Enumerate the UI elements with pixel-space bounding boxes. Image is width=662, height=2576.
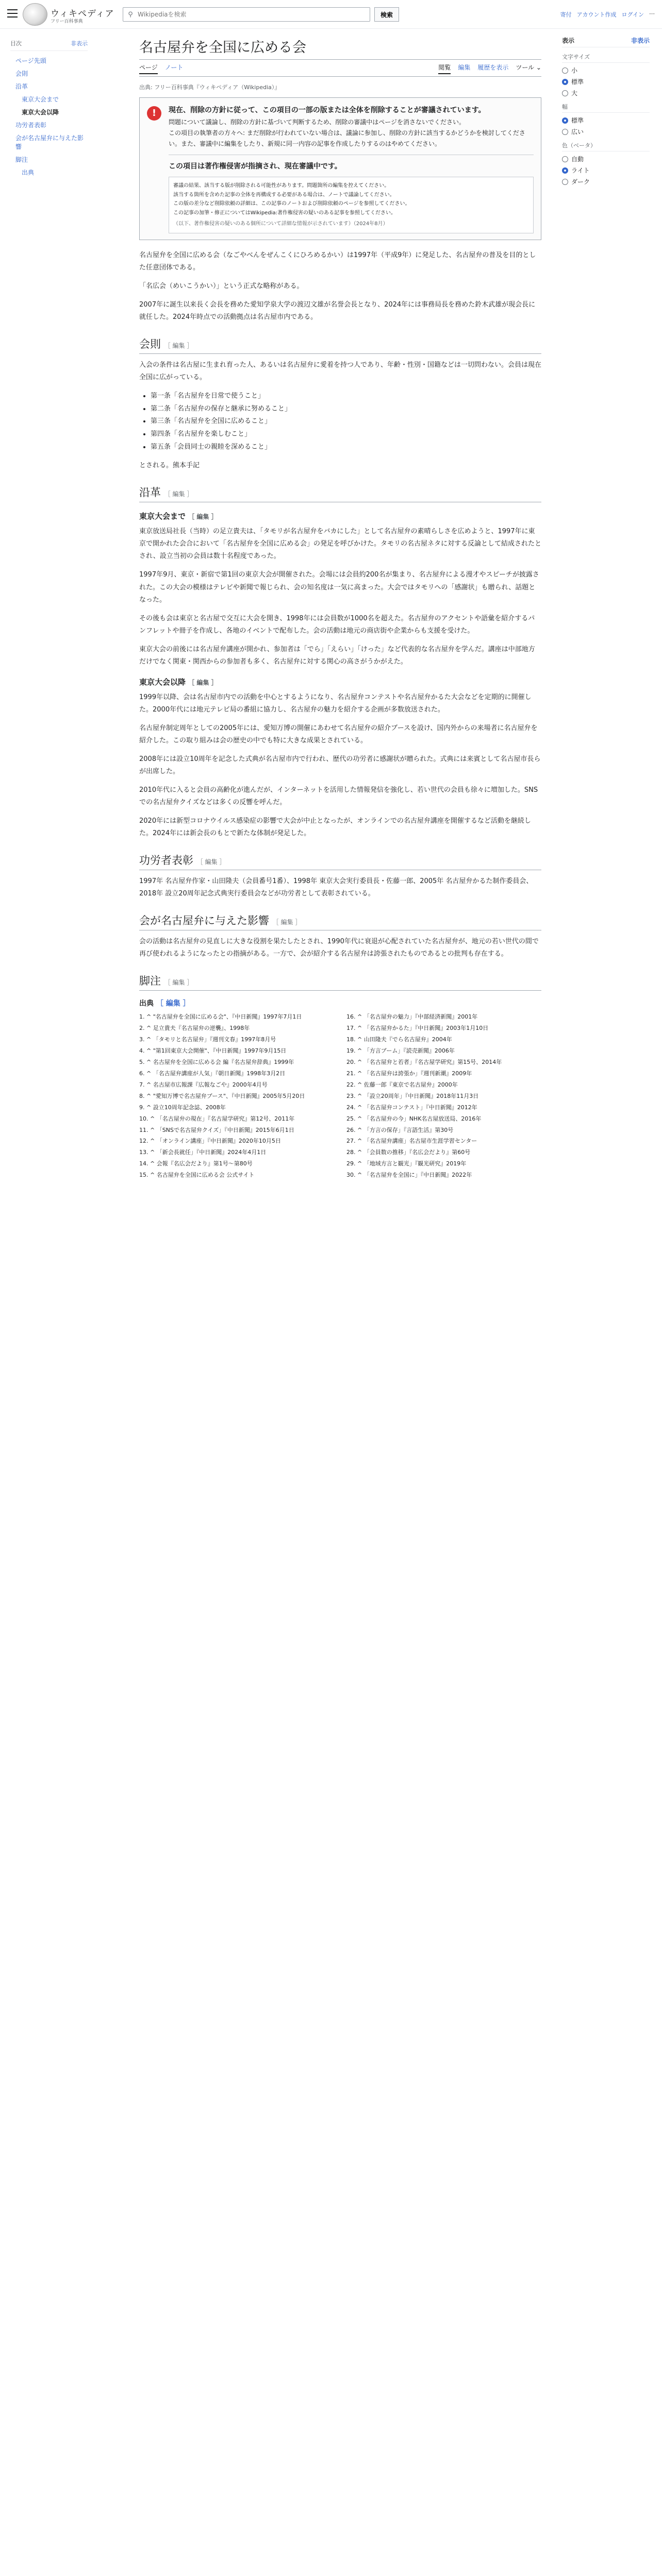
tab-talk[interactable]: ノート	[164, 64, 184, 71]
radio-label: 小	[571, 67, 578, 74]
reference-item: 19. ^ 「方言ブーム」『読売新聞』2006年	[346, 1047, 455, 1055]
section-heading-kyakuchu	[139, 973, 541, 991]
width-wide-radio[interactable]	[562, 127, 650, 136]
color-auto-radio[interactable]	[562, 155, 650, 163]
toc-item-kyakuchu[interactable]: 脚注	[15, 156, 28, 163]
paragraph: 1999年以降、会は名古屋市内での活動を中心とするようになり、名古屋弁コンテストや名古屋弁かるた大会などを定期的に開催した。2000年代には地元テレビ局の番組に協力し、名古屋弁の魅力を紹介する企画が多数放送された。	[139, 693, 532, 714]
section-heading-eikyo	[139, 912, 541, 930]
reference-item: 8. ^ "愛知万博で名古屋弁ブース"、『中日新聞』2005年5月20日	[139, 1092, 305, 1099]
reference-item: 20. ^ 「名古屋弁と若者」『名古屋学研究』第15号、2014年	[346, 1059, 502, 1066]
reference-item: 6. ^ 「名古屋弁講座が人気」『朝日新聞』1998年3月2日	[139, 1070, 286, 1077]
radio-label: 広い	[571, 128, 584, 135]
radio-icon	[562, 129, 568, 135]
toc-item-tokyo-igo[interactable]: 東京大会以降	[22, 109, 59, 116]
section-heading-enkaku	[139, 484, 541, 502]
reference-item: 22. ^ 佐藤一郎『東京で名古屋弁』2000年	[346, 1081, 458, 1088]
reference-item: 7. ^ 名古屋市広報課『広報なごや』2000年4月号	[139, 1081, 268, 1088]
toc-item-kaisoku[interactable]: 会則	[15, 70, 28, 77]
color-dark-radio[interactable]	[562, 177, 650, 186]
paragraph: その後も会は東京と名古屋で交互に大会を開き、1998年には会員数が1000名を超えた。名古屋弁のアクセントや語彙を紹介するパンフレットや冊子を作成し、各地のイベントで配布した。会の活動は地元の商店街や企業からも支援を受けた。	[139, 614, 535, 635]
toc-item-koro[interactable]: 功労者表彰	[15, 122, 47, 129]
edit-section-link[interactable]: ［ 編集 ］	[188, 679, 218, 686]
radio-icon	[562, 90, 568, 96]
heading-text: 脚注	[139, 975, 161, 988]
text-size-small-radio[interactable]	[562, 66, 650, 75]
paragraph: 東京放送局社長（当時）の足立貴夫は、「タモリが名古屋弁をバカにした」として名古屋弁の素晴らしさを広めようと、1997年に東京で開かれた会合において「名古屋弁を全国に広める会」の発足を呼びかけた。タモリの名古屋ネタに対する反論として結成されたとされ、設立当初の会員は数十名程度であった。	[139, 528, 542, 561]
radio-label: 自動	[571, 156, 584, 163]
reference-column	[346, 1012, 541, 1182]
notice-text: （以下、著作権侵害の疑いのある個所について詳細な情報が示されています）（2024年8月）	[173, 221, 388, 227]
color-label: 色（ベータ）	[562, 141, 650, 151]
reference-item: 1. ^ "名古屋弁を全国に広める会"、『中日新聞』1997年7月1日	[139, 1013, 302, 1021]
edit-section-link[interactable]: ［ 編集 ］	[272, 919, 302, 926]
heading-text: 会則	[139, 337, 161, 350]
heading-text: 沿革	[139, 486, 161, 499]
toc-header	[10, 36, 88, 51]
reference-item: 15. ^ 名古屋弁を全国に広める会 公式サイト	[139, 1172, 255, 1179]
edit-section-link[interactable]: ［ 編集 ］	[188, 513, 218, 521]
donate-link[interactable]: 寄付	[560, 11, 572, 18]
notice-text: 審議の結果、該当する版が削除される可能性があります。問題箇所の編集を控えてください。	[173, 183, 390, 189]
notice-text: 該当する箇所を含めた記事の全体を再構成する必要がある場合は、ノートで議論してください。	[173, 192, 395, 198]
text-size-large-radio[interactable]	[562, 89, 650, 97]
heading-text: 東京大会まで	[139, 512, 186, 521]
heading-text: 功労者表彰	[139, 854, 193, 867]
appearance-title: 表示	[562, 37, 575, 44]
tab-page[interactable]: ページ	[139, 63, 158, 74]
toc-hide-button[interactable]: 非表示	[71, 40, 88, 47]
tab-edit[interactable]: 編集	[458, 64, 471, 71]
appearance-hide-button[interactable]: 非表示	[631, 37, 650, 44]
reference-item: 26. ^ 「方言の保存」『言語生活』第30号	[346, 1126, 454, 1133]
paragraph: 1997年9月、東京・新宿で第1回の東京大会が開催された。会場には会員約200名が集まり、名古屋弁による漫才やスピーチが披露された。この大会の模様はテレビや新聞で報じられ、会の知名度は一気に高まった。大会ではタモリへの「感謝状」も贈られ、話題となった。	[139, 571, 539, 604]
notice-text: この項目の執筆者の方々へ: まだ削除が行われていない場合は、議論に参加し、削除の方針に該当するかどうかを検討してください。また、審議中に編集をしたり、新規に同一内容の記事を作成したりするのはやめてください。	[169, 129, 525, 147]
reference-item: 10. ^ 「名古屋弁の現在」『名古屋学研究』第12号、2011年	[139, 1115, 295, 1122]
heading-text: 出典	[139, 999, 154, 1008]
paragraph: 2010年代に入ると会員の高齢化が進んだが、インターネットを活用した情報発信を強化し、若い世代の会員も徐々に増加した。SNSでの名古屋弁クイズなどは多くの反響を呼んだ。	[139, 786, 538, 807]
wikipedia-logo-icon[interactable]	[23, 3, 47, 26]
radio-icon	[562, 67, 568, 74]
notice-text: 問題について議論し、削除の方針に基づいて判断するため、削除の審議中はページを消さないでください。	[169, 118, 466, 126]
radio-label: 標準	[571, 78, 584, 86]
list-item: • 第一条「名古屋弁を日常で使うこと」	[151, 390, 541, 403]
intro	[139, 299, 541, 324]
deletion-notice	[139, 97, 541, 240]
reference-item: 14. ^ 会報『名広会だより』第1号〜第80号	[139, 1160, 253, 1167]
warning-icon: !	[147, 106, 161, 121]
reference-item: 11. ^ 「SNSで名古屋弁クイズ」『中日新聞』2015年6月1日	[139, 1126, 294, 1133]
tools-dropdown[interactable]: ツール ⌄	[516, 64, 541, 71]
toc-item-tokyo-made[interactable]: 東京大会まで	[22, 96, 59, 103]
reference-item: 25. ^ 「名古屋弁の今」NHK名古屋放送局、2016年	[346, 1115, 482, 1122]
subsection-heading-tokyo-igo	[139, 676, 541, 687]
intro	[139, 280, 541, 293]
notice-text: この記事の加筆・修正についてはWikipedia:著作権侵害の疑いのある記事を参照してください。	[173, 210, 396, 216]
reference-item: 16. ^ 「名古屋弁の魅力」『中部経済新聞』2001年	[346, 1013, 478, 1021]
section-heading-koro	[139, 852, 541, 870]
reference-item: 17. ^ 「名古屋弁かるた」『中日新聞』2003年1月10日	[346, 1025, 489, 1032]
tab-history[interactable]: 履歴を表示	[477, 64, 509, 71]
reference-item: 28. ^ 「会員数の推移」『名広会だより』第60号	[346, 1149, 471, 1156]
radio-selected-icon	[562, 167, 568, 174]
radio-label: 標準	[571, 117, 584, 124]
table-of-contents	[10, 36, 88, 179]
edit-section-link[interactable]: ［ 編集 ］	[164, 490, 193, 498]
reference-item: 21. ^ 「名古屋弁は誇張か」『週刊新潮』2009年	[346, 1070, 472, 1077]
radio-label: ダーク	[571, 178, 590, 185]
page-subtitle: 出典: フリー百科事典『ウィキペディア（Wikipedia）』	[139, 84, 280, 91]
site-wordmark[interactable]: ウィキペディア	[51, 9, 114, 19]
radio-label: ライト	[571, 167, 590, 174]
reference-item: 23. ^ 「設立20周年」『中日新聞』2018年11月3日	[346, 1092, 479, 1099]
list-item: • 第五条「会員同士の親睦を深めること」	[151, 441, 541, 454]
intro-paragraph: 2007年に誕生以来長く会長を務めた愛知学泉大学の渡辺文雄が名誉会長となり、2024年には事務局長を務めた鈴木武雄が現会長に就任した。2024年時点での活動拠点は名古屋市内である。	[139, 300, 536, 321]
search-button[interactable]: 検索	[374, 7, 399, 22]
subsection-heading-tokyo-made	[139, 511, 541, 521]
radio-icon	[562, 179, 568, 185]
main-content	[139, 36, 541, 1182]
paragraph: 東京大会の前後には名古屋弁講座が開かれ、参加者は「でら」「えらい」「けった」など代表的な名古屋弁を学んだ。講座は中部地方だけでなく関東・関西からの参加者も多く、名古屋弁に対する関心の高さがうかがえた。	[139, 645, 535, 666]
width-label: 幅	[562, 103, 650, 113]
toc-item-shutten[interactable]: 出典	[22, 169, 35, 176]
user-links	[560, 10, 655, 19]
more-menu-icon[interactable]: ⋯	[649, 10, 655, 17]
radio-selected-icon	[562, 117, 568, 124]
copyright-notice-box	[169, 177, 534, 233]
kaisoku-note: とされる。熊本手記	[139, 462, 200, 470]
kaisoku-list	[139, 390, 541, 453]
create-account-link[interactable]: アカウント作成	[576, 11, 617, 18]
section-heading-kaisoku	[139, 336, 541, 354]
reference-list	[139, 1012, 541, 1182]
page-tabs	[139, 63, 541, 77]
reference-item: 4. ^ "第1回東京大会開催"、『中日新聞』1997年9月15日	[139, 1047, 287, 1055]
paragraph: 2020年には新型コロナウイルス感染症の影響で大会が中止となったが、オンラインでの名古屋弁講座を開催するなど活動を継続した。2024年には新会長のもとで新たな体制が発足した。	[139, 817, 531, 838]
subsection-heading-shutten	[139, 998, 541, 1008]
paragraph: 2008年には設立10周年を記念した式典が名古屋市内で行われ、歴代の功労者に感謝状が贈られた。式典には来賓として名古屋市長らが出席した。	[139, 755, 541, 776]
copyright-notice-headline: この項目は著作権侵害が指摘され、現在審議中です。	[169, 162, 342, 171]
text-size-label: 文字サイズ	[562, 53, 650, 63]
edit-section-link[interactable]: ［ 編集 ］	[164, 979, 193, 987]
width-standard-radio[interactable]	[562, 116, 650, 125]
notice-headline: 現在、削除の方針に従って、この項目の一部の版または全体を削除することが審議されています。	[169, 106, 486, 114]
search-input[interactable]	[138, 11, 370, 18]
reference-item: 3. ^ 「タモリと名古屋弁」『週刊文春』1997年8月号	[139, 1036, 276, 1043]
appearance-panel	[562, 36, 650, 189]
search-icon: ⚲	[128, 10, 133, 19]
list-item: • 第四条「名古屋弁を楽しむこと」	[151, 428, 541, 441]
toc-title: 目次	[10, 40, 22, 47]
appearance-header	[562, 36, 650, 47]
list-item: • 第二条「名古屋弁の保存と継承に努めること」	[151, 403, 541, 416]
page-title: 名古屋弁を全国に広める会	[139, 36, 541, 60]
paragraph: 会の活動は名古屋弁の見直しに大きな役割を果たしたとされ、1990年代に衰退が心配されていた名古屋弁が、地元の若い世代の間で再び使われるようになったとの指摘がある。一方で、会が紹介する名古屋弁は誇張されたものであるとの批判も存在する。	[139, 938, 539, 958]
reference-column	[139, 1012, 334, 1182]
reference-item: 30. ^ 「名古屋弁を全国に」『中日新聞』2022年	[346, 1172, 472, 1179]
toc-item-top[interactable]: ページ先頭	[15, 57, 46, 64]
reference-item: 5. ^ 名古屋弁を全国に広める会 編『名古屋弁辞典』1999年	[139, 1059, 294, 1066]
intro-paragraph: 「名広会（めいこうかい）」という正式な略称がある。	[139, 282, 304, 290]
kaisoku-intro: 入会の条件は名古屋に生まれ育った人、あるいは名古屋弁に愛着を持つ人であり、年齢・性別・国籍などは一切問わない。会員は現在全国に広がっている。	[139, 361, 542, 381]
reference-item: 2. ^ 足立貴夫『名古屋弁の逆襲』、1998年	[139, 1025, 250, 1032]
list-item: • 第三条「名古屋弁を全国に広めること」	[151, 415, 541, 428]
reference-item: 18. ^ 山田隆夫『でら名古屋弁』2004年	[346, 1036, 452, 1043]
edit-section-link[interactable]: ［ 編集 ］	[156, 999, 190, 1008]
site-header	[0, 0, 662, 29]
search-box	[123, 7, 370, 22]
toc-item-enkaku[interactable]: 沿革	[15, 83, 28, 90]
radio-icon	[562, 156, 568, 162]
edit-section-link[interactable]: ［ 編集 ］	[164, 342, 193, 349]
site-tagline: フリー百科事典	[51, 19, 83, 24]
reference-item: 12. ^ 「オンライン講座」『中日新聞』2020年10月5日	[139, 1138, 281, 1145]
reference-item: 9. ^ 設立10周年記念誌、2008年	[139, 1104, 226, 1111]
heading-text: 東京大会以降	[139, 677, 186, 687]
reference-item: 27. ^ 「名古屋弁講座」名古屋市生涯学習センター	[346, 1138, 477, 1145]
color-light-radio[interactable]	[562, 166, 650, 175]
paragraph: 名古屋弁制定周年としての2005年には、愛知万博の開催にあわせて名古屋弁の紹介ブースを設け、国内外からの来場者に名古屋弁を紹介した。この取り組みは会の歴史の中でも特に大きな成果とされている。	[139, 724, 538, 744]
intro-paragraph: 名古屋弁を全国に広める会（なごやべんをぜんこくにひろめるかい）は1997年（平成9年）に発足した、名古屋弁の普及を目的とした任意団体である。	[139, 251, 536, 272]
heading-text: 会が名古屋弁に与えた影響	[139, 914, 269, 927]
reference-item: 24. ^ 「名古屋弁コンテスト」『中日新聞』2012年	[346, 1104, 477, 1111]
paragraph: 1997年 名古屋弁作家・山田隆夫（会員番号1番）、1998年 東京大会実行委員長・佐藤一郎、2005年 名古屋弁かるた制作委員会、2018年 設立20周年記念式典実行委員会などが功労者として表彰されている。	[139, 877, 533, 898]
edit-section-link[interactable]: ［ 編集 ］	[196, 858, 226, 866]
toc-item-eikyo[interactable]: 会が名古屋弁に与えた影響	[15, 134, 84, 150]
reference-item: 13. ^ 「新会長就任」『中日新聞』2024年4月1日	[139, 1149, 267, 1156]
login-link[interactable]: ログイン	[621, 11, 644, 18]
text-size-standard-radio[interactable]	[562, 77, 650, 86]
radio-label: 大	[571, 90, 578, 97]
tab-read[interactable]: 閲覧	[438, 63, 451, 74]
notice-text: この版の差分など削除依頼の詳細は、この記事のノートおよび削除依頼のページを参照してください。	[173, 201, 410, 207]
radio-selected-icon	[562, 79, 568, 85]
reference-item: 29. ^ 「地域方言と観光」『観光研究』2019年	[346, 1160, 467, 1167]
main-menu-button[interactable]	[7, 9, 18, 19]
intro	[139, 249, 541, 274]
